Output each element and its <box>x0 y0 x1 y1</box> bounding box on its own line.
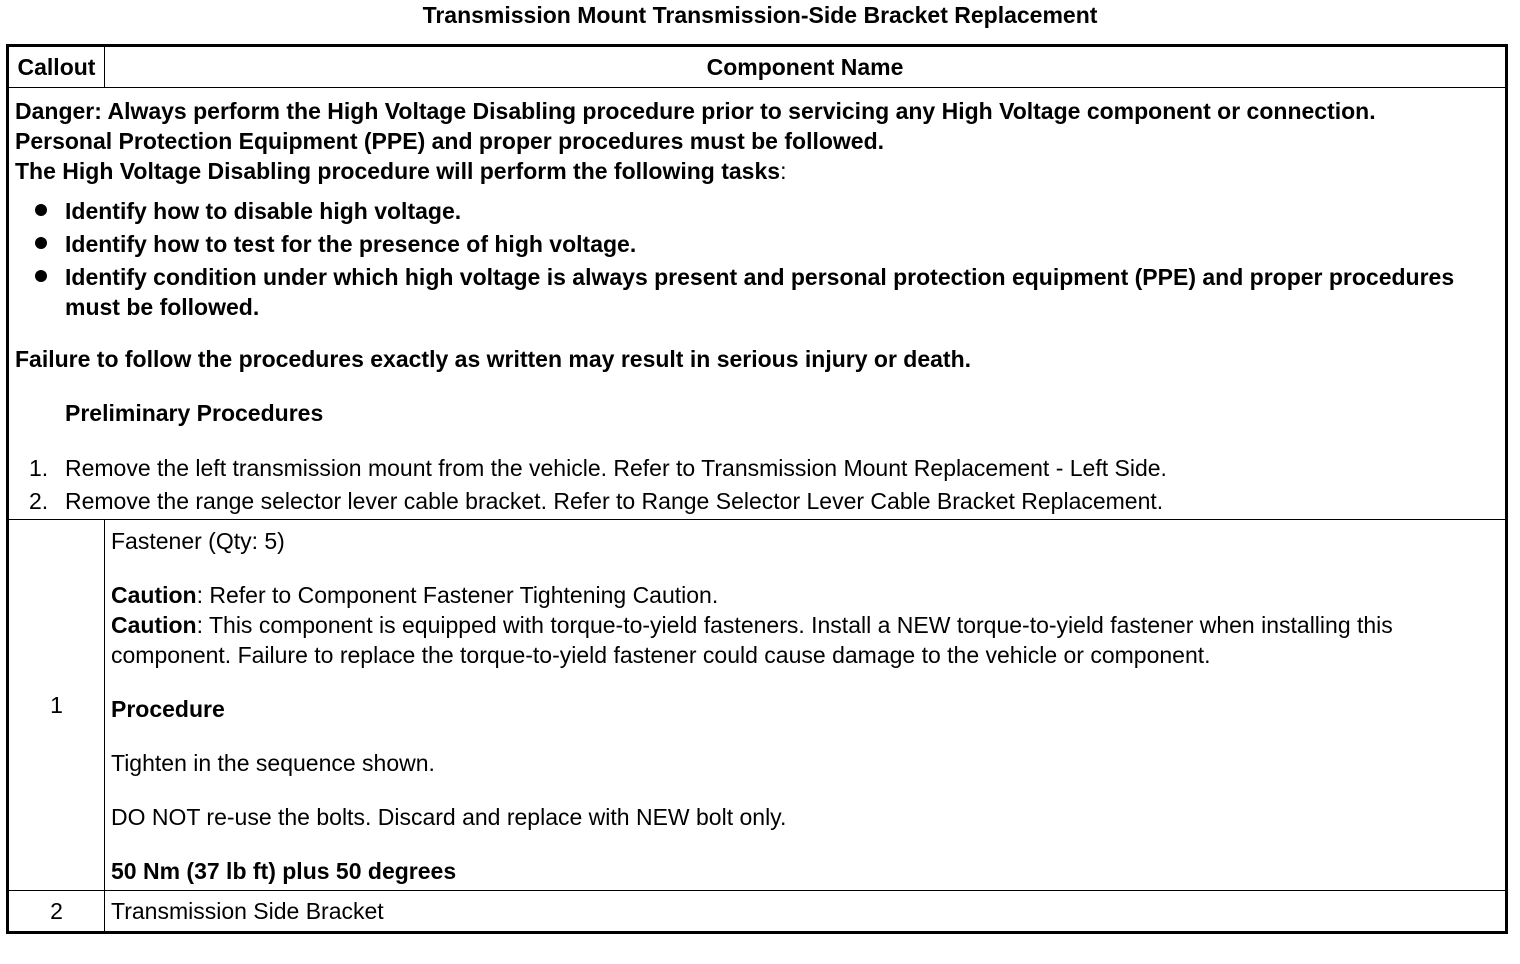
danger-text-1: Always perform the High Voltage Disabling procedure prior to servicing any High Voltage component or connection. <box>107 98 1376 124</box>
danger-line-3 <box>15 156 1505 186</box>
procedure-heading: Procedure <box>111 696 225 722</box>
step-text: Remove the range selector lever cable bracket. Refer to Range Selector Lever Cable Bracket Replacement. <box>65 488 1164 514</box>
bullet-icon <box>35 237 47 249</box>
danger-row <box>8 88 1507 520</box>
list-item <box>15 196 1505 226</box>
step-text: Remove the left transmission mount from the vehicle. Refer to Transmission Mount Replacement - Left Side. <box>65 455 1167 481</box>
callout-number: 2 <box>8 891 105 933</box>
failure-warning: Failure to follow the procedures exactly as written may result in serious injury or death. <box>15 346 972 372</box>
table-row <box>8 891 1507 933</box>
page-title: Transmission Mount Transmission-Side Bracket Replacement <box>422 2 1098 28</box>
torque-spec: 50 Nm (37 lb ft) plus 50 degrees <box>111 858 457 884</box>
list-item <box>15 453 1505 483</box>
callout-number: 1 <box>8 520 105 891</box>
component-name-column-header: Component Name <box>105 46 1507 88</box>
table-row <box>8 520 1507 891</box>
component-cell <box>105 891 1507 933</box>
caution-1 <box>111 580 1505 610</box>
caution-2 <box>111 610 1505 670</box>
list-item <box>15 229 1505 259</box>
task-text: Identify how to disable high voltage. <box>65 198 462 224</box>
caution-label: Caution <box>111 612 197 638</box>
list-item <box>15 262 1505 322</box>
caution-label: Caution <box>111 582 197 608</box>
danger-label: Danger: <box>15 98 102 124</box>
task-text: Identify condition under which high voltage is always present and personal protection equipment (PPE) and proper procedures must be followed. <box>65 264 1455 320</box>
preliminary-heading: Preliminary Procedures <box>65 400 324 426</box>
danger-line-2: Personal Protection Equipment (PPE) and proper procedures must be followed. <box>15 128 885 154</box>
component-cell <box>105 520 1507 891</box>
danger-colon: : <box>780 158 787 184</box>
hv-task-list <box>15 196 1505 322</box>
list-item <box>15 486 1505 516</box>
bullet-icon <box>35 270 47 282</box>
step-number: 2. <box>29 488 49 514</box>
danger-text-3: The High Voltage Disabling procedure will perform the following tasks <box>15 158 781 184</box>
callout-column-header: Callout <box>8 46 105 88</box>
bullet-icon <box>35 204 47 216</box>
table-header-row <box>8 46 1507 88</box>
procedure-step-1: Tighten in the sequence shown. <box>111 750 435 776</box>
component-name: Transmission Side Bracket <box>111 898 384 924</box>
caution-text: : This component is equipped with torque-to-yield fasteners. Install a NEW torque-to-yield fastener when installing this component. Failure to replace the torque-to-yield fastener could cause damage to the vehicle or component. <box>111 612 1393 668</box>
component-name: Fastener (Qty: 5) <box>111 528 285 554</box>
procedure-step-2: DO NOT re-use the bolts. Discard and replace with NEW bolt only. <box>111 804 787 830</box>
danger-line-1 <box>15 96 1505 126</box>
preliminary-steps <box>15 453 1505 516</box>
caution-text: : Refer to Component Fastener Tightening Caution. <box>196 582 719 608</box>
step-number: 1. <box>29 455 49 481</box>
danger-cell <box>8 88 1507 520</box>
component-table <box>6 44 1508 934</box>
task-text: Identify how to test for the presence of high voltage. <box>65 231 637 257</box>
